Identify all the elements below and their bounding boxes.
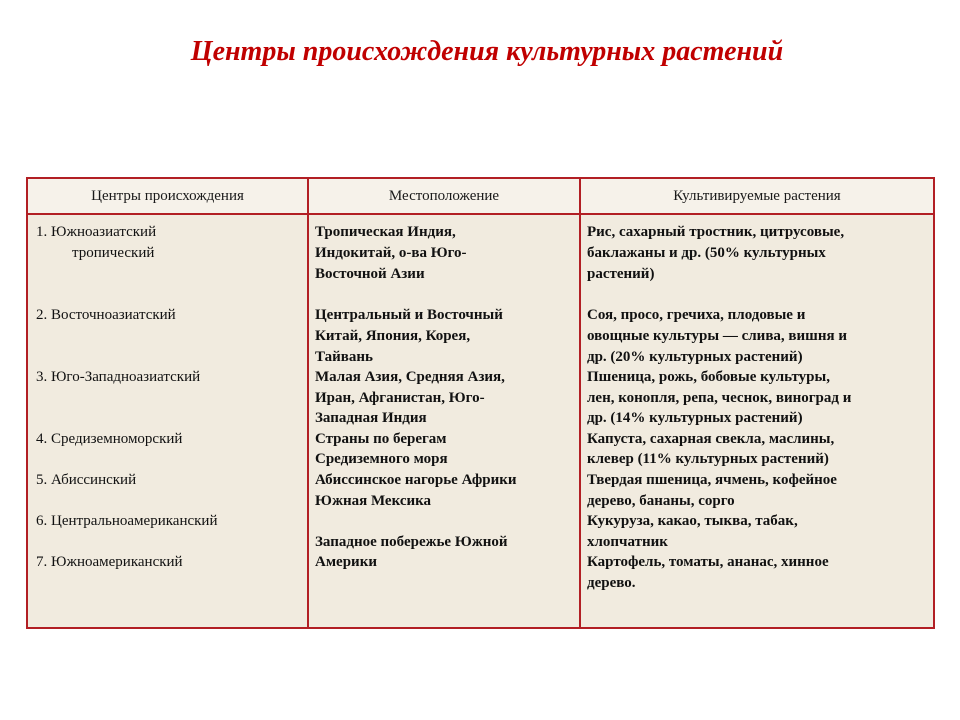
page-title: Центры происхождения культурных растений: [190, 36, 784, 67]
plants-line: овощные культуры — слива, вишня и: [587, 328, 847, 344]
origins-table: [26, 177, 935, 629]
plants-line: лен, конопля, репа, чеснок, виноград и: [587, 390, 852, 406]
plants-line: Твердая пшеница, ячмень, кофейное: [587, 472, 837, 488]
plants-line: клевер (11% культурных растений): [587, 451, 829, 467]
column-divider-1: [307, 179, 309, 627]
plants-line: Пшеница, рожь, бобовые культуры,: [587, 369, 830, 385]
plants-line: Рис, сахарный тростник, цитрусовые,: [587, 224, 845, 240]
header-location: Местоположение: [309, 179, 579, 213]
plants-line: хлопчатник: [587, 534, 668, 550]
header-plants: Культивируемые растения: [581, 179, 933, 213]
location-line: Восточной Азии: [315, 266, 425, 282]
location-line: Китай, Япония, Корея,: [315, 328, 471, 344]
plants-line: др. (14% культурных растений): [587, 410, 803, 426]
location-line: Страны по берегам: [315, 431, 447, 447]
location-line: Тропическая Индия,: [315, 224, 456, 240]
location-line: Иран, Афганистан, Юго-: [315, 390, 485, 406]
plants-line: растений): [587, 266, 655, 282]
location-line: Западная Индия: [315, 410, 427, 426]
plants-line: др. (20% культурных растений): [587, 349, 803, 365]
location-line: Центральный и Восточный: [315, 307, 503, 323]
location-line: Южная Мексика: [315, 493, 432, 509]
column-divider-2: [579, 179, 581, 627]
center-name: 1. Южноазиатский: [36, 224, 157, 240]
location-line: Тайвань: [315, 349, 373, 365]
center-name: 2. Восточноазиатский: [36, 307, 176, 323]
location-line: Америки: [315, 554, 377, 570]
center-name: 7. Южноамериканский: [36, 554, 183, 570]
center-name: 4. Средиземноморский: [36, 431, 183, 447]
location-line: Абиссинское нагорье Африки: [315, 472, 517, 488]
plants-line: Кукуруза, какао, тыква, табак,: [587, 513, 798, 529]
location-line: Западное побережье Южной: [315, 534, 508, 550]
header-divider: [28, 213, 933, 215]
center-name: 3. Юго-Западноазиатский: [36, 369, 201, 385]
center-name: 5. Абиссинский: [36, 472, 137, 488]
header-centers: Центры происхождения: [28, 179, 307, 213]
plants-line: Картофель, томаты, ананас, хинное: [587, 554, 829, 570]
center-name-cont: тропический: [72, 245, 155, 261]
location-line: Средиземного моря: [315, 451, 448, 467]
location-line: Малая Азия, Средняя Азия,: [315, 369, 505, 385]
plants-line: Капуста, сахарная свекла, маслины,: [587, 431, 835, 447]
plants-line: баклажаны и др. (50% культурных: [587, 245, 826, 261]
plants-line: дерево, бананы, сорго: [587, 493, 735, 509]
plants-line: дерево.: [587, 575, 636, 591]
location-line: Индокитай, о-ва Юго-: [315, 245, 467, 261]
center-name: 6. Центральноамериканский: [36, 513, 218, 529]
plants-line: Соя, просо, гречиха, плодовые и: [587, 307, 806, 323]
